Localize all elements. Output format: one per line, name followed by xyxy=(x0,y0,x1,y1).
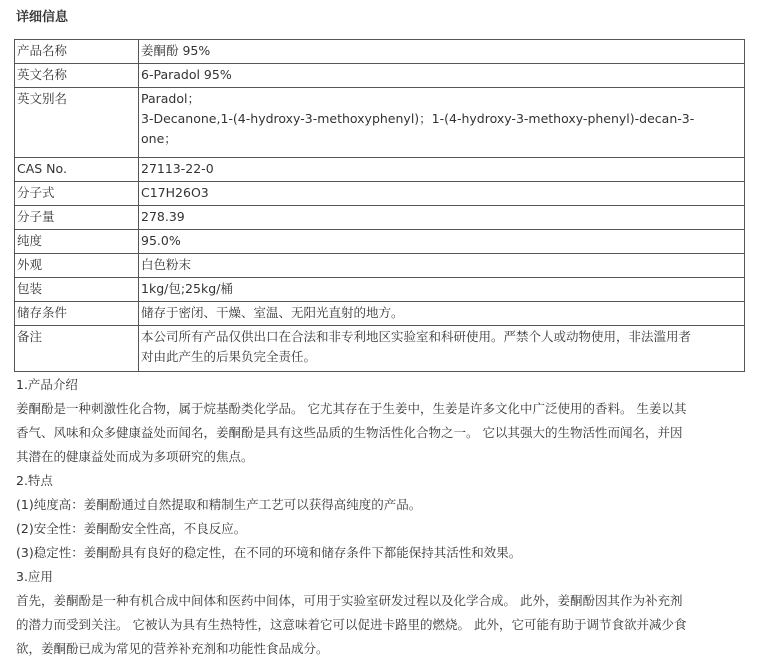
row-value xyxy=(139,302,745,326)
row-label: 英文别名 xyxy=(15,88,139,158)
value-line: 白色粉末 xyxy=(141,257,192,272)
application-line: 首先，姜酮酚是一种有机合成中间体和医药中间体，可用于实验室研发过程以及化学合成。 此外，姜酮酚因其作为补充剂 xyxy=(16,593,683,608)
row-value xyxy=(139,158,745,182)
feature-item: (2)安全性：姜酮酚安全性高，不良反应。 xyxy=(16,521,247,536)
table-row xyxy=(15,206,745,230)
value-line: 储存于密闭、干燥、室温、无阳光直射的地方。 xyxy=(141,305,404,320)
table-row xyxy=(15,230,745,254)
row-label: 外观 xyxy=(15,254,139,278)
application-line: 欲，姜酮酚已成为常见的营养补充剂和功能性食品成分。 xyxy=(16,641,329,656)
row-value xyxy=(139,326,745,372)
row-label: 备注 xyxy=(15,326,139,372)
row-value xyxy=(139,206,745,230)
row-value xyxy=(139,230,745,254)
intro-line: 其潜在的健康益处而成为多项研究的焦点。 xyxy=(16,449,254,464)
features-title: 2.特点 xyxy=(16,473,53,488)
value-line: 1kg/包;25kg/桶 xyxy=(141,281,233,296)
value-line: one； xyxy=(141,131,177,146)
table-row xyxy=(15,158,745,182)
row-label: 纯度 xyxy=(15,230,139,254)
row-label: 储存条件 xyxy=(15,302,139,326)
section-heading: 详细信息 xyxy=(16,10,69,25)
row-label: 英文名称 xyxy=(15,64,139,88)
row-label: 分子式 xyxy=(15,182,139,206)
value-line: 3-Decanone,1-(4-hydroxy-3-methoxyphenyl)；1-(4-hydroxy-3-methoxy-phenyl)-decan-3- xyxy=(141,111,695,126)
row-value xyxy=(139,88,745,158)
row-value xyxy=(139,278,745,302)
value-line: 95.0% xyxy=(141,233,181,248)
table-row xyxy=(15,302,745,326)
table-row xyxy=(15,40,745,64)
value-line: 姜酮酚 95% xyxy=(141,43,211,58)
value-line: 本公司所有产品仅供出口在合法和非专利地区实验室和科研使用。严禁个人或动物使用，非法滥用者 xyxy=(141,329,692,344)
spec-table xyxy=(14,39,745,372)
value-line: 278.39 xyxy=(141,209,185,224)
row-value xyxy=(139,182,745,206)
table-row xyxy=(15,182,745,206)
table-row xyxy=(15,64,745,88)
row-value xyxy=(139,64,745,88)
table-row xyxy=(15,278,745,302)
product-description xyxy=(16,373,752,661)
table-row xyxy=(15,254,745,278)
row-label: 分子量 xyxy=(15,206,139,230)
intro-line: 香气、风味和众多健康益处而闻名，姜酮酚是具有这些品质的生物活性化合物之一。 它以其强大的生物活性而闻名，并因 xyxy=(16,425,683,440)
value-line: 6-Paradol 95% xyxy=(141,67,232,82)
feature-item: (1)纯度高：姜酮酚通过自然提取和精制生产工艺可以获得高纯度的产品。 xyxy=(16,497,422,512)
table-row xyxy=(15,326,745,372)
table-row xyxy=(15,88,745,158)
value-line: 27113-22-0 xyxy=(141,161,214,176)
row-label: CAS No. xyxy=(15,158,139,182)
application-line: 的潜力而受到关注。 它被认为具有生热特性，这意味着它可以促进卡路里的燃烧。 此外，它可能有助于调节食欲并减少食 xyxy=(16,617,687,632)
row-label: 产品名称 xyxy=(15,40,139,64)
application-title: 3.应用 xyxy=(16,569,53,584)
intro-line: 姜酮酚是一种刺激性化合物，属于烷基酚类化学品。 它尤其存在于生姜中，生姜是许多文化中广泛使用的香料。 生姜以其 xyxy=(16,401,687,416)
row-label: 包装 xyxy=(15,278,139,302)
value-line: Paradol； xyxy=(141,91,200,106)
row-value xyxy=(139,40,745,64)
feature-item: (3)稳定性：姜酮酚具有良好的稳定性，在不同的环境和储存条件下都能保持其活性和效果。 xyxy=(16,545,522,560)
intro-title: 1.产品介绍 xyxy=(16,377,78,392)
row-value xyxy=(139,254,745,278)
value-line: 对由此产生的后果负完全责任。 xyxy=(141,349,317,364)
value-line: C17H26O3 xyxy=(141,185,209,200)
